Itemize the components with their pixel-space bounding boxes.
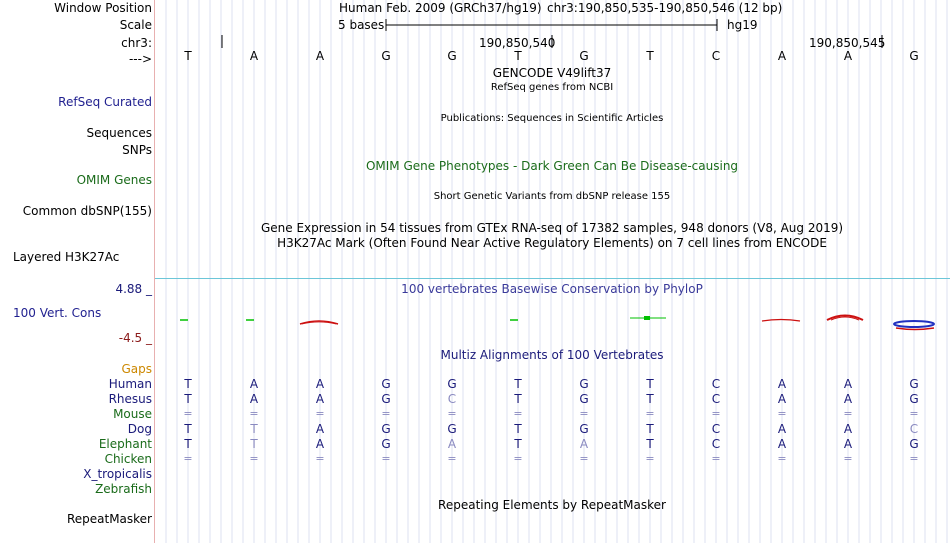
dbsnp-track-title: Short Genetic Variants from dbSNP release 155 (433, 191, 671, 202)
chrom-label[interactable]: chr3: (121, 36, 152, 50)
gtex-track-title: Gene Expression in 54 tissues from GTEx RNA-seq of 17382 samples, 948 donors (V8, Aug 2019) (260, 221, 844, 235)
reference-base: T (646, 49, 654, 63)
aligned-base: T (184, 437, 192, 451)
repeatmasker-label[interactable]: RepeatMasker (66, 512, 152, 526)
vert-cons-label[interactable]: 100 Vert. Cons (13, 306, 102, 320)
refseq-curated-label[interactable]: RefSeq Curated (58, 95, 152, 109)
aligned-base: A (315, 422, 325, 436)
aligned-base: = (381, 407, 391, 420)
aligned-base: = (183, 452, 193, 465)
species-label[interactable]: Human (108, 377, 152, 391)
aligned-base: T (250, 437, 258, 451)
aligned-base: C (711, 422, 721, 436)
aligned-base: = (711, 407, 721, 420)
tracks-data-area[interactable] (155, 0, 950, 543)
aligned-base: A (843, 392, 853, 406)
tick-label-2: 190,850,545 (809, 36, 886, 50)
aligned-base: = (447, 452, 457, 465)
aligned-base: A (579, 437, 589, 451)
gaps-label[interactable]: Gaps (121, 362, 152, 376)
common-dbsnp-label[interactable]: Common dbSNP(155) (22, 204, 152, 218)
aligned-base: G (579, 422, 589, 436)
reference-base: T (514, 49, 522, 63)
conservation-plot (155, 305, 950, 335)
species-label[interactable]: Dog (127, 422, 152, 436)
multiz-track-title: Multiz Alignments of 100 Vertebrates (440, 348, 664, 362)
scale-bar (384, 17, 720, 33)
aligned-base: = (579, 452, 589, 465)
aligned-base: G (381, 437, 391, 451)
aligned-base: = (645, 407, 655, 420)
aligned-base: = (447, 407, 457, 420)
aligned-base: = (513, 452, 523, 465)
aligned-base: G (909, 437, 919, 451)
refseq-track-title: RefSeq genes from NCBI (490, 82, 614, 93)
aligned-base: A (315, 392, 325, 406)
aligned-base: T (184, 392, 192, 406)
build-text: hg19 (727, 18, 758, 32)
snps-label[interactable]: SNPs (122, 143, 152, 157)
aligned-base: G (381, 392, 391, 406)
reference-base: G (381, 49, 391, 63)
species-label[interactable]: Rhesus (108, 392, 152, 406)
aligned-base: T (250, 422, 258, 436)
track-separator (155, 278, 950, 279)
aligned-base: T (646, 422, 654, 436)
omim-track-title: OMIM Gene Phenotypes - Dark Green Can Be Disease-causing (365, 159, 739, 173)
aligned-base: A (315, 377, 325, 391)
aligned-base: A (777, 392, 787, 406)
strand-label[interactable]: ---> (128, 52, 152, 66)
aligned-base: T (514, 422, 522, 436)
reference-base: C (711, 49, 721, 63)
aligned-base: A (249, 392, 259, 406)
aligned-base: A (777, 377, 787, 391)
aligned-base: C (447, 392, 457, 406)
aligned-base: G (909, 392, 919, 406)
aligned-base: A (777, 422, 787, 436)
aligned-base: G (447, 422, 457, 436)
window-position-label[interactable]: Window Position (54, 1, 152, 15)
aligned-base: T (646, 392, 654, 406)
sequences-label[interactable]: Sequences (86, 126, 152, 140)
aligned-base: G (381, 377, 391, 391)
aligned-base: C (711, 377, 721, 391)
layered-h3k27ac-label[interactable]: Layered H3K27Ac (13, 250, 120, 264)
aligned-base: = (249, 407, 259, 420)
cons-max-value: 4.88 _ (115, 282, 152, 296)
aligned-base: = (711, 452, 721, 465)
reference-base: A (315, 49, 325, 63)
publications-track-title: Publications: Sequences in Scientific Articles (440, 113, 664, 124)
reference-base: G (909, 49, 919, 63)
reference-base: A (777, 49, 787, 63)
aligned-base: = (645, 452, 655, 465)
aligned-base: G (579, 392, 589, 406)
aligned-base: C (711, 392, 721, 406)
aligned-base: A (249, 377, 259, 391)
aligned-base: T (184, 422, 192, 436)
aligned-base: T (514, 392, 522, 406)
h3k27ac-track-title: H3K27Ac Mark (Often Found Near Active Regulatory Elements) on 7 cell lines from ENCODE (277, 236, 827, 250)
species-label[interactable]: Chicken (104, 452, 152, 466)
reference-base: A (249, 49, 259, 63)
aligned-base: = (315, 452, 325, 465)
aligned-base: = (777, 452, 787, 465)
reference-base: T (184, 49, 192, 63)
aligned-base: = (909, 452, 919, 465)
track-labels-column (0, 0, 155, 543)
scale-label[interactable]: Scale (119, 18, 152, 32)
aligned-base: = (843, 452, 853, 465)
scale-bar-text: 5 bases (338, 18, 385, 32)
aligned-base: T (646, 377, 654, 391)
position-text: chr3:190,850,535-190,850,546 (12 bp) (547, 1, 783, 15)
species-label[interactable]: Elephant (98, 437, 152, 451)
cons-min-value: -4.5 _ (118, 331, 152, 345)
aligned-base: = (513, 407, 523, 420)
aligned-base: G (447, 377, 457, 391)
reference-base: A (843, 49, 853, 63)
aligned-base: C (909, 422, 919, 436)
aligned-base: T (514, 437, 522, 451)
aligned-base: C (711, 437, 721, 451)
species-label[interactable]: Mouse (113, 407, 152, 421)
aligned-base: = (843, 407, 853, 420)
aligned-base: A (315, 437, 325, 451)
aligned-base: = (249, 452, 259, 465)
aligned-base: T (646, 437, 654, 451)
omim-genes-label[interactable]: OMIM Genes (76, 173, 152, 187)
aligned-base: A (843, 377, 853, 391)
aligned-base: = (381, 452, 391, 465)
reference-base: G (579, 49, 589, 63)
species-label[interactable]: Zebrafish (95, 482, 152, 496)
aligned-base: = (909, 407, 919, 420)
aligned-base: = (777, 407, 787, 420)
gencode-track-title: GENCODE V49lift37 (492, 66, 612, 80)
aligned-base: A (843, 437, 853, 451)
aligned-base: = (315, 407, 325, 420)
assembly-text: Human Feb. 2009 (GRCh37/hg19) (339, 1, 542, 15)
tick-label-1: 190,850,540 (479, 36, 556, 50)
aligned-base: T (514, 377, 522, 391)
reference-base: G (447, 49, 457, 63)
aligned-base: T (184, 377, 192, 391)
repeatmasker-track-title: Repeating Elements by RepeatMasker (438, 498, 666, 512)
conservation-track-title: 100 vertebrates Basewise Conservation by PhyloP (401, 282, 703, 296)
aligned-base: A (447, 437, 457, 451)
aligned-base: A (777, 437, 787, 451)
aligned-base: = (579, 407, 589, 420)
aligned-base: G (579, 377, 589, 391)
aligned-base: A (843, 422, 853, 436)
aligned-base: = (183, 407, 193, 420)
aligned-base: G (381, 422, 391, 436)
species-label[interactable]: X_tropicalis (83, 467, 152, 481)
aligned-base: G (909, 377, 919, 391)
